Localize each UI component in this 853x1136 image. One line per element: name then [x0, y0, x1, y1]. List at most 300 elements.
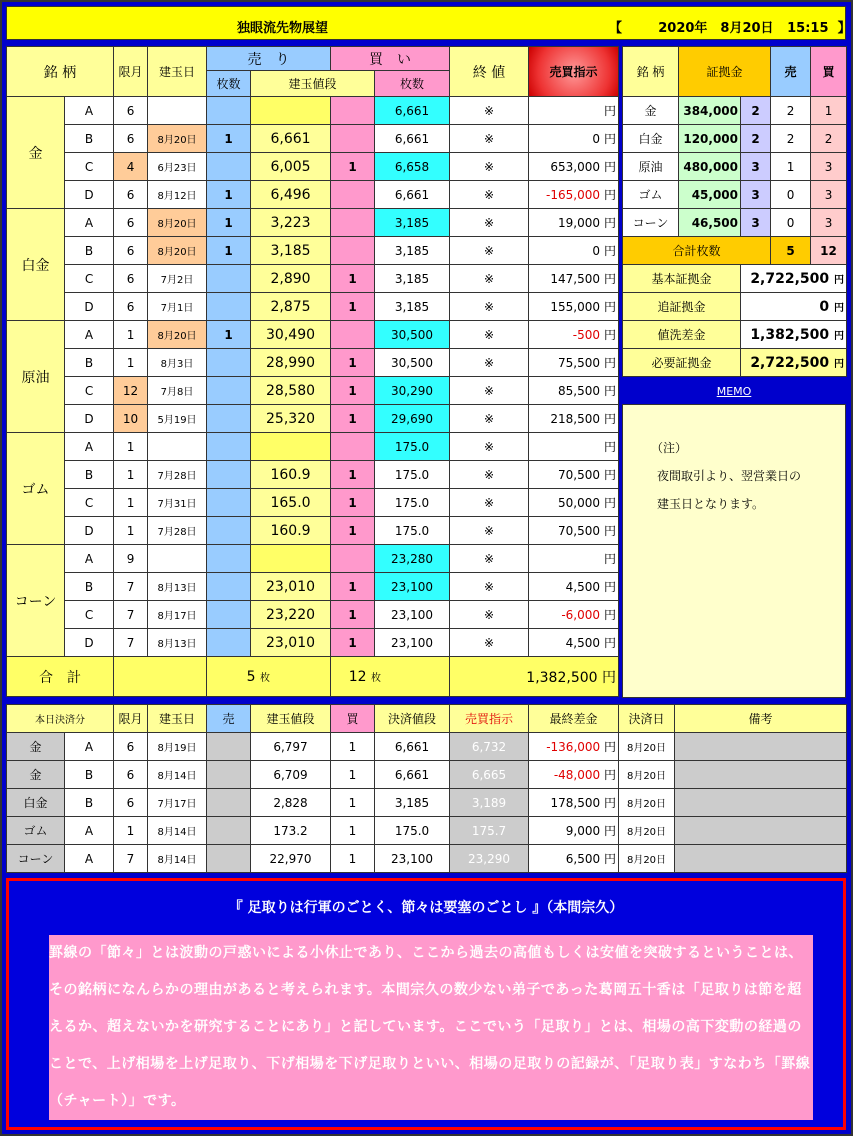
indicator-cell: ※: [450, 433, 529, 461]
margin-buy: 1: [811, 97, 847, 125]
summary-value: [741, 349, 847, 377]
diff-cell: [529, 125, 619, 153]
series-cell: D: [65, 181, 114, 209]
month-cell: 1: [114, 321, 148, 349]
sell-qty-cell: [207, 293, 251, 321]
price-cell: [251, 265, 331, 293]
commodity-name: ゴム: [7, 433, 65, 545]
settled-sell: [207, 761, 251, 789]
price-cell: [251, 433, 331, 461]
settled-diff: [529, 761, 619, 789]
series-cell: D: [65, 405, 114, 433]
month-cell: 7: [114, 629, 148, 657]
indicator-cell: ※: [450, 125, 529, 153]
settled-settle-price: 3,185: [375, 789, 450, 817]
settled-indicator: 175.7: [450, 817, 529, 845]
sell-qty-cell: [207, 97, 251, 125]
yen-unit: 円: [604, 300, 617, 314]
settled-buy: 1: [331, 761, 375, 789]
series-cell: C: [65, 601, 114, 629]
summary-row: [623, 349, 847, 377]
series-cell: A: [65, 433, 114, 461]
price-value: 160.9: [270, 522, 311, 539]
yen-unit: 円: [604, 608, 617, 622]
price-value: 2,890: [270, 270, 311, 287]
margin-commodity: ゴム: [623, 181, 679, 209]
margin-count: 3: [741, 209, 771, 237]
diff-cell: [529, 293, 619, 321]
diff-cell: [529, 321, 619, 349]
memo-line-2: 夜間取引より、翌営業日の: [657, 469, 802, 483]
diff-cell: [529, 405, 619, 433]
sell-qty-cell: [207, 517, 251, 545]
series-cell: A: [65, 209, 114, 237]
sell-qty-cell: [207, 573, 251, 601]
settled-date: 8月14日: [148, 761, 207, 789]
settled-commodity: コーン: [7, 845, 65, 873]
buy-qty-cell: [331, 125, 375, 153]
price-value: 28,580: [266, 382, 316, 399]
summary-yen: 円: [834, 302, 845, 314]
price-value: 23,010: [266, 578, 316, 595]
summary-label: 値洗差金: [623, 321, 741, 349]
summary-value: [741, 265, 847, 293]
price-cell: [251, 321, 331, 349]
settled-month: 6: [114, 733, 148, 761]
margin-amount: 45,000: [679, 181, 741, 209]
yen-unit: 円: [604, 272, 617, 286]
totals-row: [7, 657, 619, 697]
diff-value: 75,500: [558, 356, 600, 370]
buy-qty-cell: 1: [331, 573, 375, 601]
date-cell: 8月20日: [148, 125, 207, 153]
settled-row: [7, 845, 847, 873]
diff-value: 19,000: [558, 216, 600, 230]
price-value: 28,990: [266, 354, 316, 371]
series-cell: C: [65, 265, 114, 293]
settled-yen: 円: [603, 852, 616, 866]
date-cell: 7月28日: [148, 461, 207, 489]
position-row: [7, 405, 619, 433]
buy-qty-cell: [331, 321, 375, 349]
month-cell: 1: [114, 517, 148, 545]
close-cell: 30,500: [375, 321, 450, 349]
settled-series: A: [65, 817, 114, 845]
date-cell: 8月13日: [148, 573, 207, 601]
close-cell: 175.0: [375, 517, 450, 545]
month-cell: 1: [114, 489, 148, 517]
price-cell: [251, 377, 331, 405]
settled-buy: 1: [331, 789, 375, 817]
settled-diff: [529, 733, 619, 761]
settled-settle-price: 175.0: [375, 817, 450, 845]
margin-sell: 2: [771, 97, 811, 125]
commodity-name: 原油: [7, 321, 65, 433]
price-cell: [251, 629, 331, 657]
totals-sell-value: 5: [246, 668, 256, 685]
close-cell: 6,658: [375, 153, 450, 181]
month-cell: 1: [114, 349, 148, 377]
margin-total-label: 合計枚数: [623, 237, 771, 265]
diff-cell: [529, 181, 619, 209]
summary-amount: 0: [819, 298, 830, 315]
margin-sell: 0: [771, 209, 811, 237]
margin-count: 3: [741, 181, 771, 209]
close-cell: 6,661: [375, 125, 450, 153]
sell-qty-cell: [207, 629, 251, 657]
indicator-cell: ※: [450, 601, 529, 629]
settled-settle-date: 8月20日: [619, 817, 675, 845]
settled-month: 6: [114, 789, 148, 817]
settled-row: [7, 733, 847, 761]
position-row: [7, 377, 619, 405]
indicator-cell: ※: [450, 545, 529, 573]
header-tategyokubi: 建玉日: [148, 47, 207, 97]
title-bar: [6, 6, 851, 40]
buy-qty-cell: 1: [331, 293, 375, 321]
margin-commodity: コーン: [623, 209, 679, 237]
summary-row: [623, 265, 847, 293]
settled-header-kessai-nedan: 決済値段: [375, 705, 450, 733]
series-cell: C: [65, 153, 114, 181]
buy-qty-cell: 1: [331, 629, 375, 657]
yen-unit: 円: [604, 580, 617, 594]
diff-value: 50,000: [558, 496, 600, 510]
settled-series: B: [65, 761, 114, 789]
series-cell: C: [65, 377, 114, 405]
settled-diff: [529, 817, 619, 845]
settled-note: [675, 789, 847, 817]
series-cell: A: [65, 545, 114, 573]
settled-date: 8月14日: [148, 817, 207, 845]
close-cell: 175.0: [375, 461, 450, 489]
month-cell: 6: [114, 181, 148, 209]
margin-table: [622, 46, 847, 377]
sell-qty-cell: [207, 489, 251, 517]
commodity-name: コーン: [7, 545, 65, 657]
close-cell: 23,100: [375, 573, 450, 601]
margin-count: 3: [741, 153, 771, 181]
header-uri-maisu: 枚数: [207, 71, 251, 97]
position-row: [7, 629, 619, 657]
settled-table: [6, 704, 847, 873]
margin-buy: 3: [811, 153, 847, 181]
settled-buy: 1: [331, 817, 375, 845]
margin-row: [623, 209, 847, 237]
memo-line-3: 建玉日となります。: [657, 497, 765, 511]
date-cell: 7月8日: [148, 377, 207, 405]
indicator-cell: ※: [450, 181, 529, 209]
settled-series: A: [65, 733, 114, 761]
price-value: 30,490: [266, 326, 316, 343]
month-cell: 1: [114, 433, 148, 461]
month-cell: 9: [114, 545, 148, 573]
date-cell: 8月12日: [148, 181, 207, 209]
indicator-cell: ※: [450, 153, 529, 181]
sell-qty-cell: [207, 153, 251, 181]
settled-row: [7, 789, 847, 817]
bracket-left: 【: [609, 21, 623, 36]
settled-indicator: 3,189: [450, 789, 529, 817]
totals-label: 合 計: [7, 657, 114, 697]
settled-header-saishu-sakin: 最終差金: [529, 705, 619, 733]
position-row: [7, 97, 619, 125]
buy-qty-cell: 1: [331, 405, 375, 433]
summary-label: 追証拠金: [623, 293, 741, 321]
close-cell: 23,280: [375, 545, 450, 573]
date-cell: 6月23日: [148, 153, 207, 181]
settled-buy: 1: [331, 845, 375, 873]
close-cell: 6,661: [375, 97, 450, 125]
totals-spacer: [114, 657, 207, 697]
date-cell: 7月31日: [148, 489, 207, 517]
price-value: 3,185: [270, 242, 311, 259]
diff-cell: [529, 97, 619, 125]
settled-row: [7, 817, 847, 845]
settled-header-kessaibi: 決済日: [619, 705, 675, 733]
price-cell: [251, 349, 331, 377]
time: 15:15: [787, 21, 829, 36]
price-cell: [251, 573, 331, 601]
month-cell: 7: [114, 601, 148, 629]
settled-yen: 円: [603, 796, 616, 810]
price-cell: [251, 153, 331, 181]
header-owarine: 終 値: [450, 47, 529, 97]
price-value: 160.9: [270, 466, 311, 483]
yen-unit: 円: [604, 440, 617, 454]
settled-indicator: 6,665: [450, 761, 529, 789]
totals-diff-value: 1,382,500: [526, 669, 598, 686]
close-cell: 30,290: [375, 377, 450, 405]
diff-value: 70,500: [558, 468, 600, 482]
settled-diff-value: -136,000: [546, 740, 601, 754]
position-row: [7, 293, 619, 321]
sell-qty-cell: [207, 265, 251, 293]
month-cell: 7: [114, 573, 148, 601]
margin-header-meigara: 銘 柄: [623, 47, 679, 97]
series-cell: A: [65, 321, 114, 349]
summary-label: 必要証拠金: [623, 349, 741, 377]
close-cell: 3,185: [375, 237, 450, 265]
buy-qty-cell: 1: [331, 153, 375, 181]
yen-unit: 円: [604, 636, 617, 650]
sell-qty-cell: [207, 461, 251, 489]
indicator-cell: ※: [450, 209, 529, 237]
settled-diff-value: -48,000: [553, 768, 601, 782]
margin-amount: 480,000: [679, 153, 741, 181]
settled-settle-price: 6,661: [375, 733, 450, 761]
date-cell: [148, 433, 207, 461]
buy-qty-cell: 1: [331, 601, 375, 629]
series-cell: D: [65, 629, 114, 657]
positions-table: [6, 46, 619, 697]
diff-cell: [529, 377, 619, 405]
margin-total-sell: 5: [771, 237, 811, 265]
position-row: [7, 321, 619, 349]
settled-settle-price: 23,100: [375, 845, 450, 873]
margin-amount: 120,000: [679, 125, 741, 153]
indicator-cell: ※: [450, 265, 529, 293]
settled-header-kai: 買: [331, 705, 375, 733]
yen-unit: 円: [604, 104, 617, 118]
margin-sell: 2: [771, 125, 811, 153]
price-cell: [251, 97, 331, 125]
diff-value: 155,000: [550, 300, 600, 314]
diff-cell: [529, 209, 619, 237]
close-cell: 175.0: [375, 489, 450, 517]
diff-value: 147,500: [550, 272, 600, 286]
sell-qty-cell: 1: [207, 181, 251, 209]
series-cell: C: [65, 489, 114, 517]
settled-settle-price: 6,661: [375, 761, 450, 789]
diff-cell: [529, 629, 619, 657]
yen-unit: 円: [604, 552, 617, 566]
price-value: 23,010: [266, 634, 316, 651]
buy-qty-cell: [331, 237, 375, 265]
position-row: [7, 489, 619, 517]
month-cell: 6: [114, 125, 148, 153]
settled-note: [675, 817, 847, 845]
sell-qty-cell: [207, 545, 251, 573]
price-cell: [251, 489, 331, 517]
datetime: [609, 17, 851, 36]
position-row: [7, 209, 619, 237]
bracket-right: 】: [837, 21, 851, 36]
date-cell: 8月13日: [148, 629, 207, 657]
month-cell: 6: [114, 293, 148, 321]
position-row: [7, 601, 619, 629]
series-cell: B: [65, 125, 114, 153]
month-cell: 12: [114, 377, 148, 405]
month-cell: 6: [114, 237, 148, 265]
settled-note: [675, 733, 847, 761]
indicator-cell: ※: [450, 377, 529, 405]
margin-row: [623, 125, 847, 153]
yen-unit: 円: [604, 496, 617, 510]
position-row: [7, 125, 619, 153]
summary-row: [623, 293, 847, 321]
yen-unit: 円: [604, 132, 617, 146]
totals-diff: [450, 657, 619, 697]
settled-header-biko: 備考: [675, 705, 847, 733]
settled-note: [675, 761, 847, 789]
margin-amount: 46,500: [679, 209, 741, 237]
date-cell: 8月3日: [148, 349, 207, 377]
sell-qty-cell: [207, 349, 251, 377]
close-cell: 3,185: [375, 265, 450, 293]
sell-qty-cell: [207, 433, 251, 461]
diff-value: -6,000: [561, 608, 600, 622]
indicator-cell: ※: [450, 321, 529, 349]
yen-unit: 円: [604, 188, 617, 202]
date-cell: 7月2日: [148, 265, 207, 293]
series-cell: B: [65, 237, 114, 265]
header-uri: 売 り: [207, 47, 331, 71]
buy-qty-cell: 1: [331, 489, 375, 517]
sell-qty-cell: 1: [207, 237, 251, 265]
price-value: 165.0: [270, 494, 311, 511]
settled-series: B: [65, 789, 114, 817]
sell-qty-cell: 1: [207, 125, 251, 153]
memo-box: [622, 404, 846, 698]
diff-value: 0: [592, 244, 600, 258]
series-cell: B: [65, 349, 114, 377]
memo-link[interactable]: MEMO: [716, 385, 752, 398]
settled-row: [7, 761, 847, 789]
month-cell: 6: [114, 97, 148, 125]
settled-sell: [207, 817, 251, 845]
close-cell: 3,185: [375, 209, 450, 237]
margin-commodity: 白金: [623, 125, 679, 153]
yen-unit: 円: [604, 216, 617, 230]
month-cell: 4: [114, 153, 148, 181]
settled-buy: 1: [331, 733, 375, 761]
summary-yen: 円: [834, 358, 845, 370]
month-cell: 6: [114, 209, 148, 237]
margin-buy: 3: [811, 181, 847, 209]
settled-commodity: 白金: [7, 789, 65, 817]
diff-cell: [529, 461, 619, 489]
settled-price: 173.2: [251, 817, 331, 845]
buy-qty-cell: 1: [331, 517, 375, 545]
price-value: 6,005: [270, 158, 311, 175]
price-value: 2,875: [270, 298, 311, 315]
totals-sell-unit: 枚: [260, 672, 271, 684]
totals-buy: [331, 657, 450, 697]
close-cell: 3,185: [375, 293, 450, 321]
sell-qty-cell: [207, 405, 251, 433]
price-cell: [251, 461, 331, 489]
settled-sell: [207, 733, 251, 761]
totals-diff-yen: 円: [602, 669, 617, 686]
margin-commodity: 金: [623, 97, 679, 125]
close-cell: 29,690: [375, 405, 450, 433]
margin-header-uri: 売: [771, 47, 811, 97]
commodity-name: 金: [7, 97, 65, 209]
diff-cell: [529, 265, 619, 293]
date-cell: 8月20日: [148, 321, 207, 349]
buy-qty-cell: 1: [331, 377, 375, 405]
price-value: 25,320: [266, 410, 316, 427]
close-cell: 23,100: [375, 629, 450, 657]
summary-row: [623, 321, 847, 349]
diff-value: 85,500: [558, 384, 600, 398]
totals-buy-value: 12: [348, 668, 367, 685]
settled-yen: 円: [603, 768, 616, 782]
settled-header-gengetsu: 限月: [114, 705, 148, 733]
diff-value: 4,500: [565, 636, 600, 650]
price-cell: [251, 181, 331, 209]
header-kai: 買 い: [331, 47, 450, 71]
diff-cell: [529, 601, 619, 629]
diff-value: 653,000: [550, 160, 600, 174]
summary-yen: 円: [834, 330, 845, 342]
header-gengetsu: 限月: [114, 47, 148, 97]
indicator-cell: ※: [450, 461, 529, 489]
date-cell: 8月20日: [148, 237, 207, 265]
settled-diff-value: 9,000: [565, 824, 601, 838]
diff-value: 0: [592, 132, 600, 146]
header-tategyoku-nedan: 建玉値段: [251, 71, 375, 97]
diff-cell: [529, 573, 619, 601]
settled-sell: [207, 845, 251, 873]
diff-cell: [529, 237, 619, 265]
settled-settle-date: 8月20日: [619, 733, 675, 761]
sell-qty-cell: 1: [207, 321, 251, 349]
date: 2020年 8月20日: [658, 21, 774, 36]
position-row: [7, 573, 619, 601]
margin-count: 2: [741, 97, 771, 125]
